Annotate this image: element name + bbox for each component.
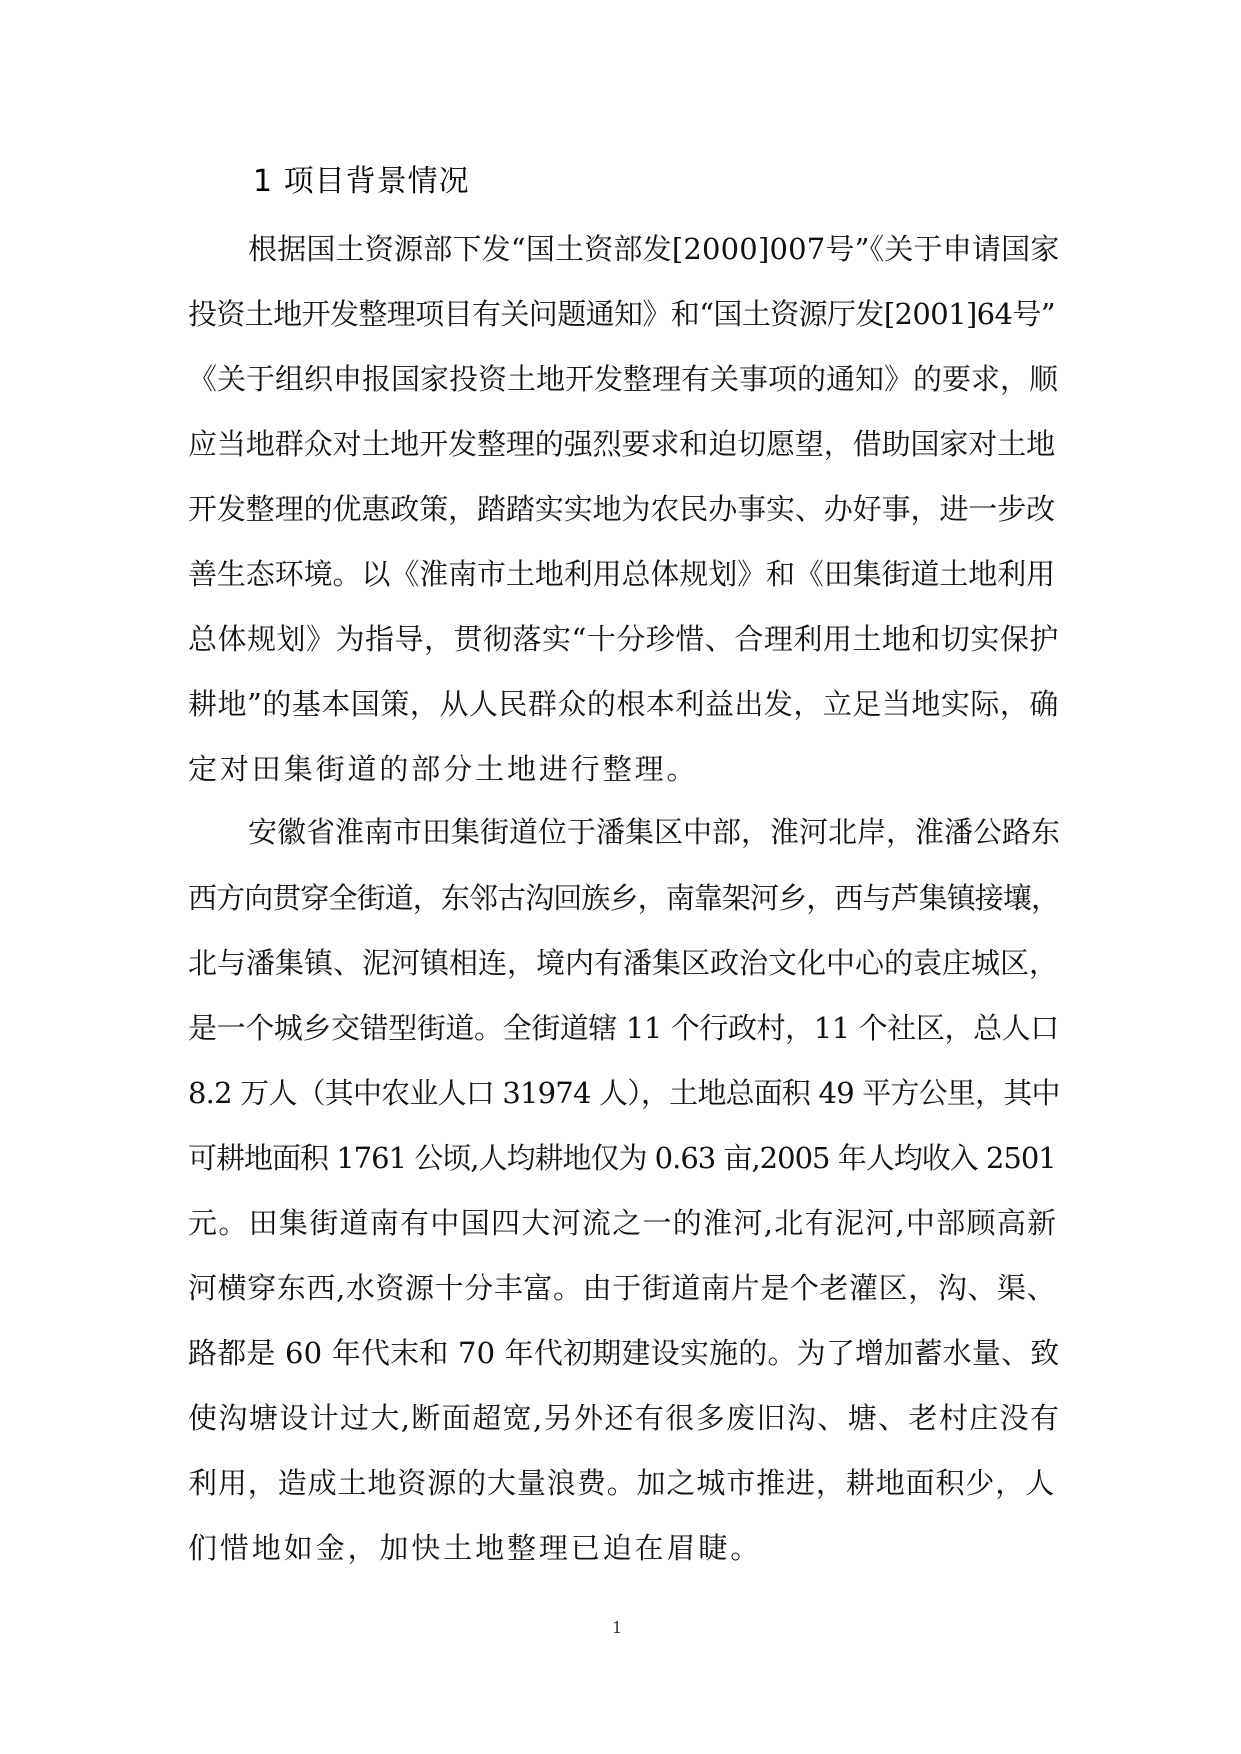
paragraph-2-line-11: 利用，造成土地资源的大量浪费。加之城市推进，耕地面积少，人: [188, 1466, 1056, 1500]
paragraph-2-line-5: 8.2 万人（其中农业人口 31974 人），土地总面积 49 平方公里，其中: [188, 1076, 1060, 1110]
paragraph-2-line-7: 元。田集街道南有中国四大河流之一的淮河,北有泥河,中部顾高新: [188, 1206, 1058, 1240]
paragraph-2-line-9: 路都是 60 年代末和 70 年代初期建设实施的。为了增加蓄水量、致: [188, 1336, 1060, 1370]
paragraph-2-line-3: 北与潘集镇、泥河镇相连，境内有潘集区政治文化中心的袁庄城区，: [188, 946, 1059, 980]
paragraph-1-line-7: 总体规划》为指导，贯彻落实“十分珍惜、合理利用土地和切实保护: [188, 622, 1059, 656]
paragraph-2-line-8: 河横穿东西,水资源十分丰富。由于街道南片是个老灌区，沟、渠、: [188, 1271, 1057, 1305]
paragraph-2-line-12: 们惜地如金，加快土地整理已迫在眉睫。: [188, 1531, 763, 1565]
paragraph-1-line-9: 定对田集街道的部分土地进行整理。: [188, 752, 699, 786]
paragraph-1-line-5: 开发整理的优惠政策，踏踏实实地为农民办事实、办好事，进一步改: [188, 492, 1056, 526]
section-heading: 1 项目背景情况: [253, 164, 470, 199]
paragraph-2-line-6: 可耕地面积 1761 公顷,人均耕地仅为 0.63 亩,2005 年人均收入 2501: [188, 1141, 1056, 1175]
page-number: 1: [612, 1618, 623, 1637]
paragraph-1-line-8: 耕地”的基本国策，从人民群众的根本利益出发，立足当地实际，确: [188, 687, 1059, 721]
paragraph-2-line-2: 西方向贯穿全街道，东邻古沟回族乡，南靠架河乡，西与芦集镇接壤，: [188, 881, 1060, 915]
paragraph-2-line-4: 是一个城乡交错型街道。全街道辖 11 个行政村，11 个社区，总人口: [188, 1011, 1059, 1045]
paragraph-1-line-3: 《关于组织申报国家投资土地开发整理有关事项的通知》的要求，顺: [188, 362, 1059, 396]
paragraph-1-line-2: 投资土地开发整理项目有关问题通知》和“国土资源厅发[2001]64号”: [188, 297, 1055, 331]
paragraph-1-line-1: 根据国土资源部下发“国土资部发[2000]007号”《关于申请国家: [248, 232, 1060, 266]
paragraph-1-line-6: 善生态环境。以《淮南市土地利用总体规划》和《田集街道土地利用: [188, 557, 1056, 591]
paragraph-1-line-4: 应当地群众对土地开发整理的强烈要求和迫切愿望，借助国家对土地: [188, 427, 1056, 461]
paragraph-2-line-1: 安徽省淮南市田集街道位于潘集区中部，淮河北岸，淮潘公路东: [248, 815, 1061, 849]
paragraph-2-line-10: 使沟塘设计过大,断面超宽,另外还有很多废旧沟、塘、老村庄没有: [188, 1401, 1061, 1435]
